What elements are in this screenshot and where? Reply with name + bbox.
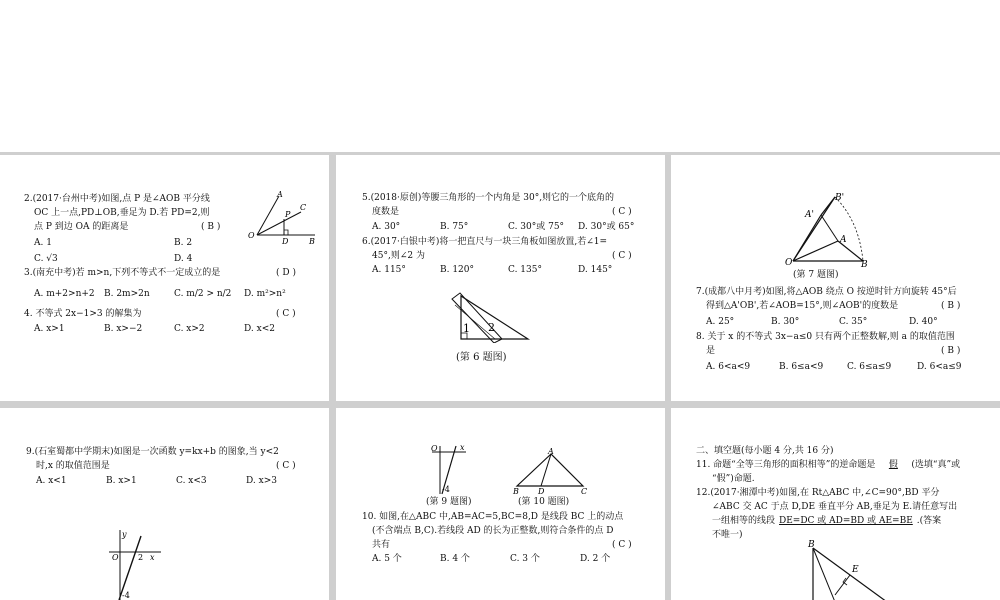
q9-label-o: O [112, 553, 119, 562]
panel-q5-q6 [336, 155, 665, 401]
fig9-thumbnail [430, 444, 470, 496]
q2-label-c: C [300, 203, 307, 212]
q12-lead: 一组相等的线段 [712, 516, 776, 526]
q12-answer: DE=DC 或 AD=BD 或 AE=BE [779, 516, 913, 526]
q5-line1: 5.(2018·原创)等腰三角形的一个内角是 30°,则它的一个底角的 [362, 193, 615, 203]
q3-answer: ( D ) [276, 268, 296, 278]
q9-linear-function-graph [105, 528, 165, 600]
q7-label-b: B [861, 260, 868, 267]
q8-option-a: A. 6<a<9 [706, 362, 751, 372]
q7-rotation-figure [783, 191, 873, 267]
q4-option-c: C. x>2 [174, 324, 205, 334]
q9-option-d: D. x>3 [246, 476, 277, 486]
q4-option-b: B. x>−2 [104, 324, 143, 334]
q11-pre: 11. 命题“全等三角形的面积相等”的逆命题是 [696, 460, 876, 470]
panel-q11-q12 [671, 408, 1000, 600]
q9-line1: 9.(石室蜀都中学期末)如图是一次函数 y=kx+b 的图象,当 y<2 [26, 447, 279, 457]
fig10-label-d: D [538, 487, 545, 494]
q9-option-b: B. x>1 [106, 476, 137, 486]
q6-line1: 6.(2017·白银中考)将一把直尺与一块三角板如图放置,若∠1= [362, 237, 608, 247]
fig9-label-neg4: -4 [442, 485, 450, 494]
q7-option-b: B. 30° [771, 317, 800, 327]
q12-label-e: E [852, 565, 859, 575]
q8-line1: 8. 关于 x 的不等式 3x−a≤0 只有两个正整数解,则 a 的取值范围 [696, 332, 955, 342]
q8-option-d: D. 6<a≤9 [917, 362, 962, 372]
q2-label-d: D [282, 237, 289, 246]
q2-angle-figure [245, 188, 325, 248]
q5-option-c: C. 30°或 75° [508, 222, 565, 232]
q9-answer: ( C ) [276, 461, 296, 471]
q7-option-c: C. 35° [839, 317, 868, 327]
q12-right-triangle-figure [799, 540, 899, 600]
q11-line1 [696, 458, 960, 472]
fig9-label-o: O [431, 444, 438, 453]
q7-caption: (第 7 题图) [793, 270, 839, 280]
q7-options [706, 315, 938, 329]
q6-label-1: 1 [463, 322, 470, 335]
q9-label-2: 2 [138, 553, 144, 562]
fig10-label-b: B [513, 487, 519, 494]
q9-label-neg4: -4 [122, 591, 130, 600]
q10-option-d: D. 2 个 [580, 554, 611, 564]
q8-option-c: C. 6≤a≤9 [847, 362, 892, 372]
q7-label-a-prime: A' [805, 210, 814, 220]
q8-option-b: B. 6≤a<9 [779, 362, 824, 372]
q6-options [372, 263, 612, 277]
q2-option-a: A. 1 [34, 238, 52, 248]
q7-option-a: A. 25° [706, 317, 735, 327]
q9-line2: 时,x 的取值范围是 [36, 461, 110, 471]
q7-line2: 得到△A'OB',若∠AOB=15°,则∠AOB'的度数是 [706, 301, 899, 311]
q6-option-d: D. 145° [578, 265, 613, 275]
q7-label-a: A [840, 235, 847, 245]
q8-line2: 是 [706, 346, 716, 356]
q2-line1: 2.(2017·台州中考)如图,点 P 是∠AOB 平分线 [24, 194, 210, 204]
q6-caption: (第 6 题图) [456, 352, 507, 363]
q12-line2: ∠ABC 交 AC 于点 D,DE 垂直平分 AB,垂足为 E.请任意写出 [712, 502, 958, 512]
q6-option-a: A. 115° [372, 265, 406, 275]
q4-text: 4. 不等式 2x−1>3 的解集为 [24, 309, 142, 319]
q7-line1: 7.(成都八中月考)如图,将△AOB 绕点 O 按逆时针方向旋转 45°后 [696, 287, 957, 297]
q6-option-b: B. 120° [440, 265, 475, 275]
q2-label-a: A [277, 190, 283, 199]
q2-option-b: B. 2 [174, 238, 193, 248]
q2-label-b: B [309, 237, 315, 246]
fig10-caption: (第 10 题图) [518, 497, 570, 507]
q12-post: .(答案 [916, 516, 942, 526]
q2-options-row2 [34, 252, 192, 266]
q12-line1: 12.(2017·湘潭中考)如图,在 Rt△ABC 中,∠C=90°,BD 平分 [696, 488, 940, 498]
q5-option-a: A. 30° [372, 222, 401, 232]
q10-line3: 共有 [372, 540, 391, 550]
q8-options [706, 360, 962, 374]
q9-label-x: x [150, 553, 155, 562]
q2-label-p: P [285, 210, 291, 219]
q5-option-d: D. 30°或 65° [578, 222, 635, 232]
q2-option-c: C. √3 [34, 254, 58, 264]
q4-option-d: D. x<2 [244, 324, 275, 334]
q2-line3: 点 P 到边 OA 的距离是 [34, 222, 129, 232]
q10-line2: (不含端点 B,C).若线段 AD 的长为正整数,则符合条件的点 D [372, 526, 614, 536]
q3-text: 3.(南充中考)若 m>n,下列不等式不一定成立的是 [24, 268, 221, 278]
fig9-caption: (第 9 题图) [426, 497, 472, 507]
q3-option-b: B. 2m>2n [104, 289, 150, 299]
q6-ruler-triangle-figure [446, 291, 536, 343]
q11-answer: 假 [888, 460, 898, 470]
q2-label-o: O [248, 231, 255, 240]
q2-options [34, 236, 192, 250]
q4-options [34, 322, 275, 336]
q2-line2: OC 上一点,PD⊥OB,垂足为 D.若 PD=2,则 [34, 208, 210, 218]
q3-options [34, 287, 286, 301]
q2-answer: ( B ) [201, 222, 221, 232]
q12-line3 [712, 514, 941, 528]
q5-answer: ( C ) [612, 207, 632, 217]
q6-option-c: C. 135° [508, 265, 542, 275]
q12-line4: 不唯一) [712, 530, 743, 540]
q10-options [372, 552, 610, 566]
panel-q9 [0, 408, 329, 600]
section-fill-in-title: 二、填空题(每小题 4 分,共 16 分) [696, 446, 834, 456]
fig10-triangle [511, 448, 591, 494]
fig9-label-x: x [460, 444, 465, 452]
panel-q7-q8 [671, 155, 1000, 401]
q10-option-b: B. 4 个 [440, 554, 470, 564]
q7-answer: ( B ) [941, 301, 961, 311]
q10-answer: ( C ) [612, 540, 632, 550]
q11-line2: “假”)命题. [712, 474, 755, 484]
q4-answer: ( C ) [276, 309, 296, 319]
q8-answer: ( B ) [941, 346, 961, 356]
panel-q10 [336, 408, 665, 600]
q4-option-a: A. x>1 [34, 324, 65, 334]
q5-line2: 度数是 [372, 207, 400, 217]
q2-option-d: D. 4 [174, 254, 193, 264]
fig10-label-a: A [548, 448, 554, 456]
q11-post: (选填“真”或 [911, 460, 961, 470]
q7-option-d: D. 40° [909, 317, 938, 327]
panel-q2-q4 [0, 155, 329, 401]
q7-label-b-prime: B' [835, 193, 845, 203]
q5-options [372, 220, 634, 234]
q6-answer: ( C ) [612, 251, 632, 261]
q6-label-2: 2 [488, 321, 495, 334]
q9-options [36, 474, 277, 488]
q3-option-d: D. m²>n² [244, 289, 286, 299]
q10-option-a: A. 5 个 [372, 554, 402, 564]
q3-option-a: A. m+2>n+2 [34, 289, 95, 299]
q10-line1: 10. 如图,在△ABC 中,AB=AC=5,BC=8,D 是线段 BC 上的动点 [362, 512, 624, 522]
q9-option-a: A. x<1 [36, 476, 67, 486]
q9-option-c: C. x<3 [176, 476, 207, 486]
fig10-label-c: C [581, 487, 588, 494]
q12-label-b: B [808, 540, 815, 550]
q7-label-o: O [785, 258, 793, 267]
q6-line2: 45°,则∠2 为 [372, 251, 425, 261]
q9-label-y: y [122, 530, 127, 539]
q3-option-c: C. m/2 > n/2 [174, 289, 232, 299]
q10-option-c: C. 3 个 [510, 554, 540, 564]
q5-option-b: B. 75° [440, 222, 469, 232]
